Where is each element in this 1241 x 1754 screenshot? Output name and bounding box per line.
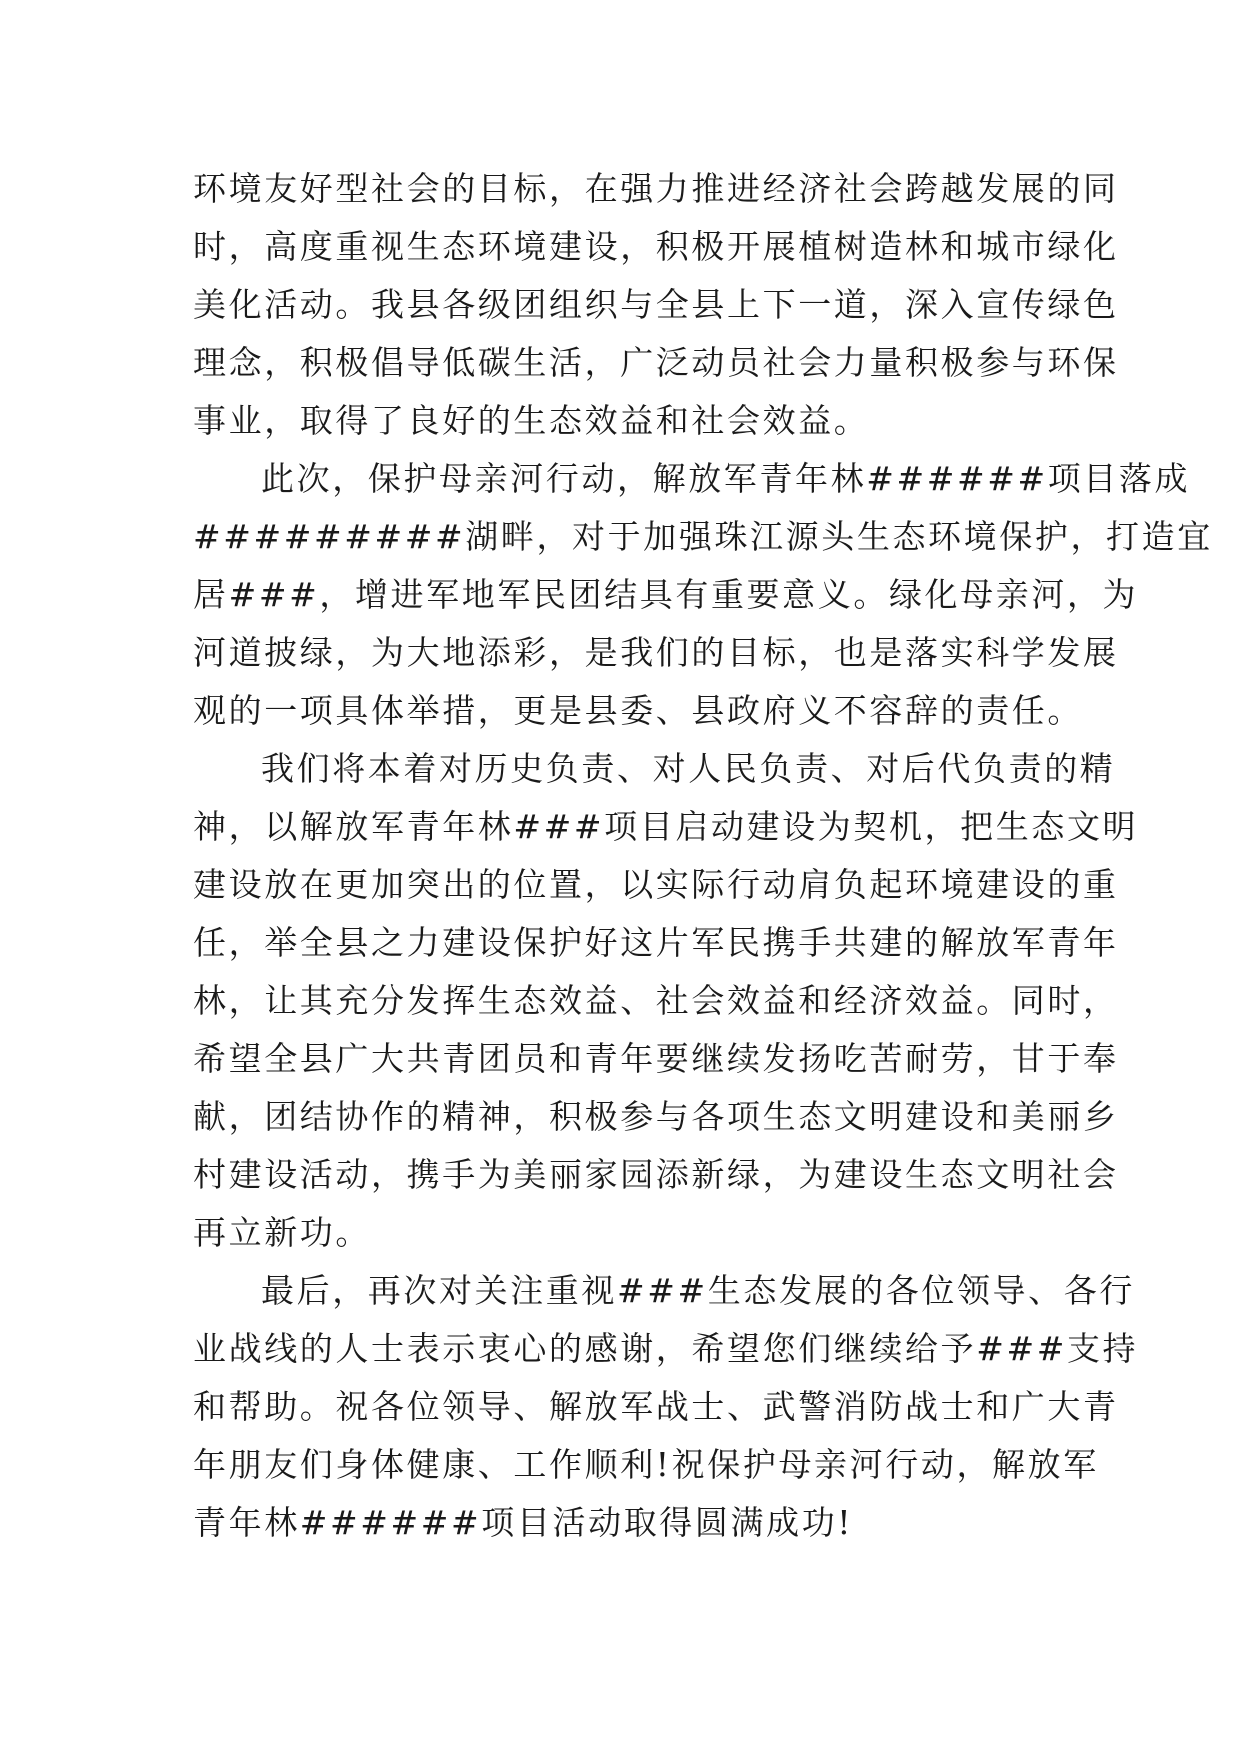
text-line: 业战线的人士表示衷心的感谢，希望您们继续给予###支持: [193, 1329, 1139, 1368]
text-line: 青年林######项目活动取得圆满成功!: [193, 1503, 854, 1542]
text-line: 时，高度重视生态环境建设，积极开展植树造林和城市绿化: [193, 227, 1119, 266]
text-line: 环境友好型社会的目标，在强力推进经济社会跨越发展的同: [193, 169, 1119, 208]
text-line: 林，让其充分发挥生态效益、社会效益和经济效益。同时，: [193, 981, 1119, 1020]
text-line: 建设放在更加突出的位置，以实际行动肩负起环境建设的重: [193, 865, 1119, 904]
text-line: 献，团结协作的精神，积极参与各项生态文明建设和美丽乡: [193, 1097, 1119, 1136]
text-line: 年朋友们身体健康、工作顺利!祝保护母亲河行动，解放军: [193, 1445, 1099, 1484]
text-line: 居###，增进军地军民团结具有重要意义。绿化母亲河，为: [193, 575, 1139, 614]
paragraph: [193, 450, 1213, 740]
document-body: [193, 160, 1213, 1552]
text-line: 神，以解放军青年林###项目启动建设为契机，把生态文明: [193, 807, 1139, 846]
paragraph: [193, 740, 1139, 1262]
text-line: 和帮助。祝各位领导、解放军战士、武警消防战士和广大青: [193, 1387, 1119, 1426]
text-line: 希望全县广大共青团员和青年要继续发扬吃苦耐劳，甘于奉: [193, 1039, 1119, 1078]
text-line: 事业，取得了良好的生态效益和社会效益。: [193, 401, 870, 440]
text-line: 最后，再次对关注重视###生态发展的各位领导、各行: [261, 1271, 1135, 1310]
text-line: 再立新功。: [193, 1213, 371, 1252]
text-line: 此次，保护母亲河行动，解放军青年林######项目落成: [261, 459, 1191, 498]
text-line: 美化活动。我县各级团组织与全县上下一道，深入宣传绿色: [193, 285, 1119, 324]
text-line: 理念，积极倡导低碳生活，广泛动员社会力量积极参与环保: [193, 343, 1119, 382]
text-line: 观的一项具体举措，更是县委、县政府义不容辞的责任。: [193, 691, 1083, 730]
text-line: #########湖畔，对于加强珠江源头生态环境保护，打造宜: [193, 517, 1213, 556]
text-line: 任，举全县之力建设保护好这片军民携手共建的解放军青年: [193, 923, 1119, 962]
text-line: 我们将本着对历史负责、对人民负责、对后代负责的精: [261, 749, 1116, 788]
text-line: 河道披绿，为大地添彩，是我们的目标，也是落实科学发展: [193, 633, 1119, 672]
paragraph: [193, 160, 1119, 450]
paragraph: [193, 1262, 1139, 1552]
text-line: 村建设活动，携手为美丽家园添新绿，为建设生态文明社会: [193, 1155, 1119, 1194]
